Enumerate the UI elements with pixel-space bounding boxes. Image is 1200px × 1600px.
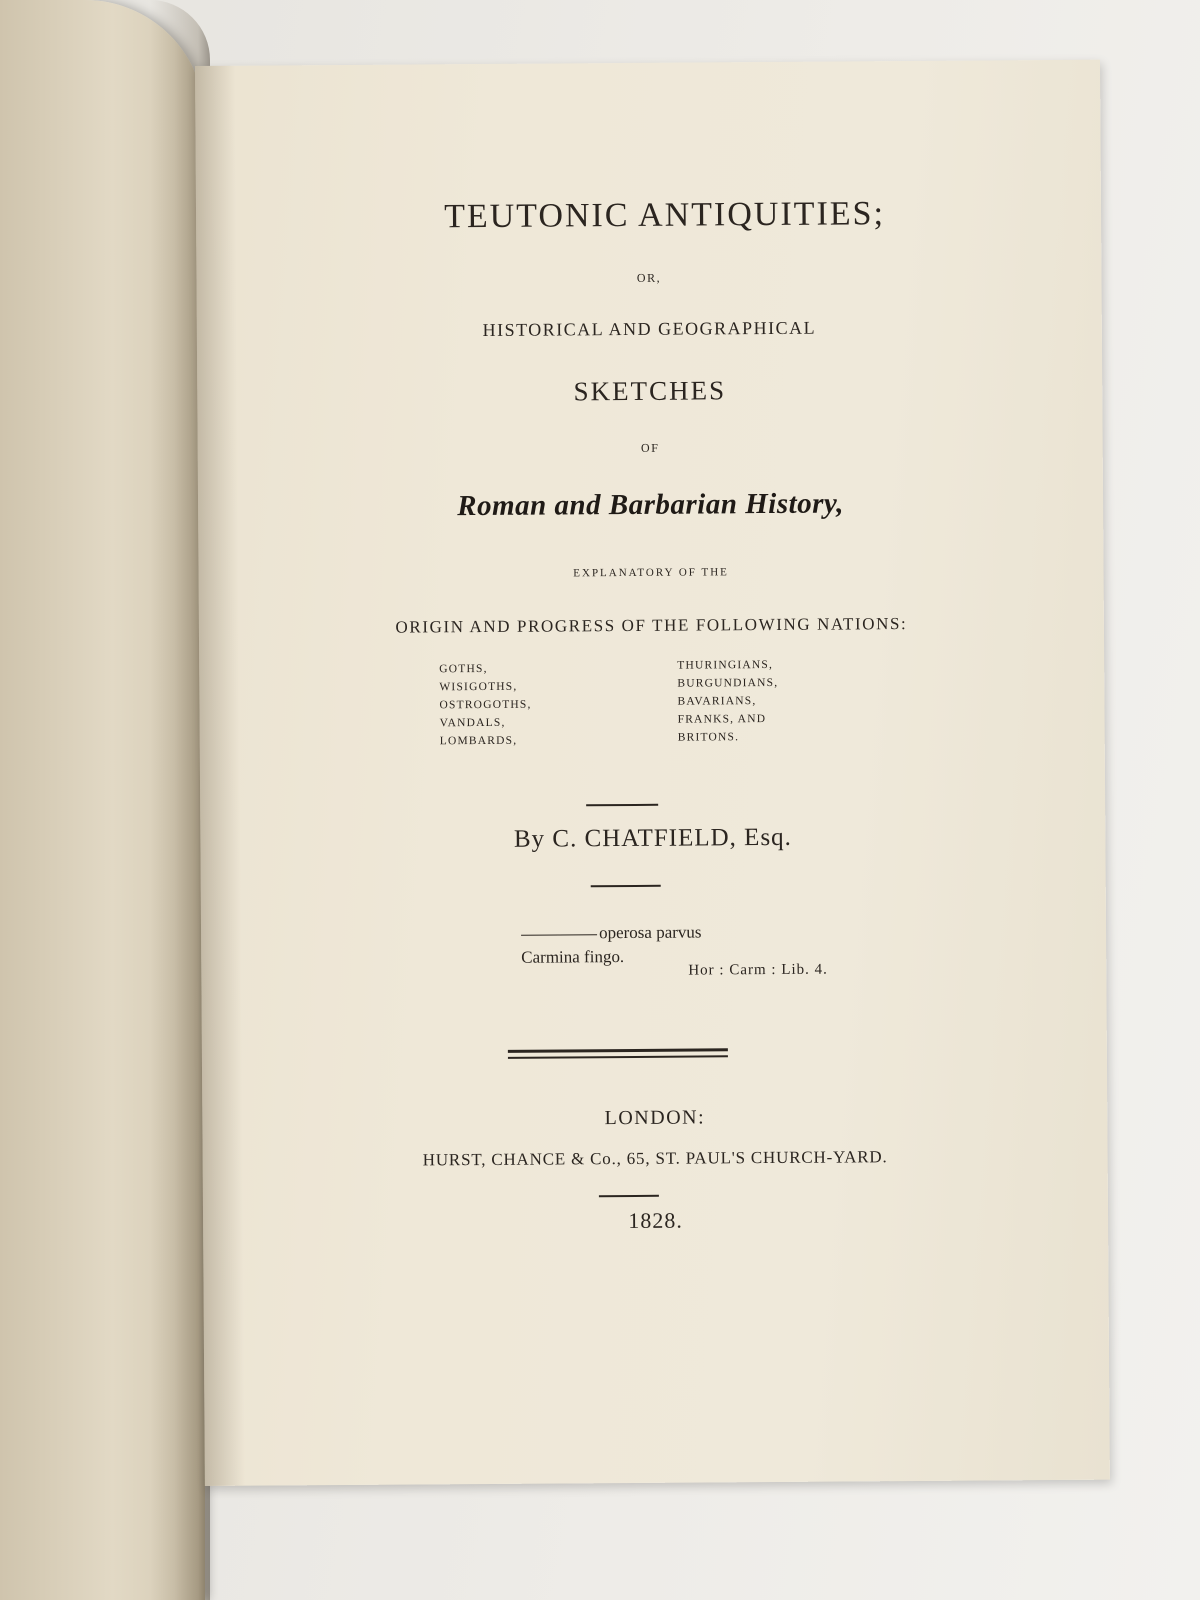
epigraph-source: Hor : Carm : Lib. 4. bbox=[688, 961, 828, 979]
author-line bbox=[200, 822, 1105, 856]
book-title: TEUTONIC ANTIQUITIES; bbox=[444, 195, 886, 236]
subtitle-historical: HISTORICAL AND GEOGRAPHICAL bbox=[482, 317, 817, 340]
nations-list-left bbox=[439, 660, 532, 751]
epigraph-line-2: Carmina fingo. bbox=[521, 947, 625, 967]
nation-item: FRANKS, AND bbox=[677, 713, 767, 726]
subtitle-roman-barbarian: Roman and Barbarian History, bbox=[457, 487, 845, 523]
author-suffix: Esq. bbox=[744, 823, 792, 852]
nation-item: BURGUNDIANS, bbox=[677, 676, 779, 690]
epigraph-dash bbox=[521, 934, 597, 936]
nation-item: BRITONS. bbox=[677, 731, 740, 744]
subtitle-sketches: SKETCHES bbox=[573, 375, 727, 407]
nations-list-right bbox=[677, 656, 779, 747]
imprint-place: LONDON: bbox=[604, 1106, 706, 1130]
origin-line: ORIGIN AND PROGRESS OF THE FOLLOWING NATIONS: bbox=[395, 614, 908, 637]
epigraph-line-1 bbox=[521, 922, 702, 943]
nation-item: GOTHS, bbox=[439, 662, 488, 676]
divider-rule bbox=[591, 885, 661, 887]
imprint-publisher: HURST, CHANCE & Co., 65, ST. PAUL'S CHURCH-YARD. bbox=[422, 1147, 888, 1170]
divider-rule bbox=[586, 804, 658, 807]
double-rule-bottom bbox=[508, 1055, 728, 1059]
nation-item: THURINGIANS, bbox=[677, 658, 774, 672]
or-connector: OR, bbox=[636, 270, 662, 285]
title-page-content bbox=[195, 60, 1110, 1486]
nation-item: OSTROGOTHS, bbox=[439, 698, 532, 712]
double-rule-top bbox=[508, 1048, 728, 1053]
nation-item: WISIGOTHS, bbox=[439, 680, 518, 694]
author-by: By bbox=[513, 825, 546, 853]
nation-item: LOMBARDS, bbox=[439, 734, 518, 748]
author-name: C. CHATFIELD, bbox=[552, 824, 737, 853]
explanatory-line: EXPLANATORY OF THE bbox=[573, 566, 729, 580]
title-page bbox=[195, 60, 1110, 1486]
divider-rule bbox=[599, 1195, 659, 1197]
nation-item: BAVARIANS, bbox=[677, 695, 757, 708]
of-connector: OF bbox=[640, 440, 660, 455]
epigraph-text-1: operosa parvus bbox=[598, 922, 702, 943]
imprint-year: 1828. bbox=[628, 1207, 683, 1234]
nation-item: VANDALS, bbox=[439, 716, 506, 730]
